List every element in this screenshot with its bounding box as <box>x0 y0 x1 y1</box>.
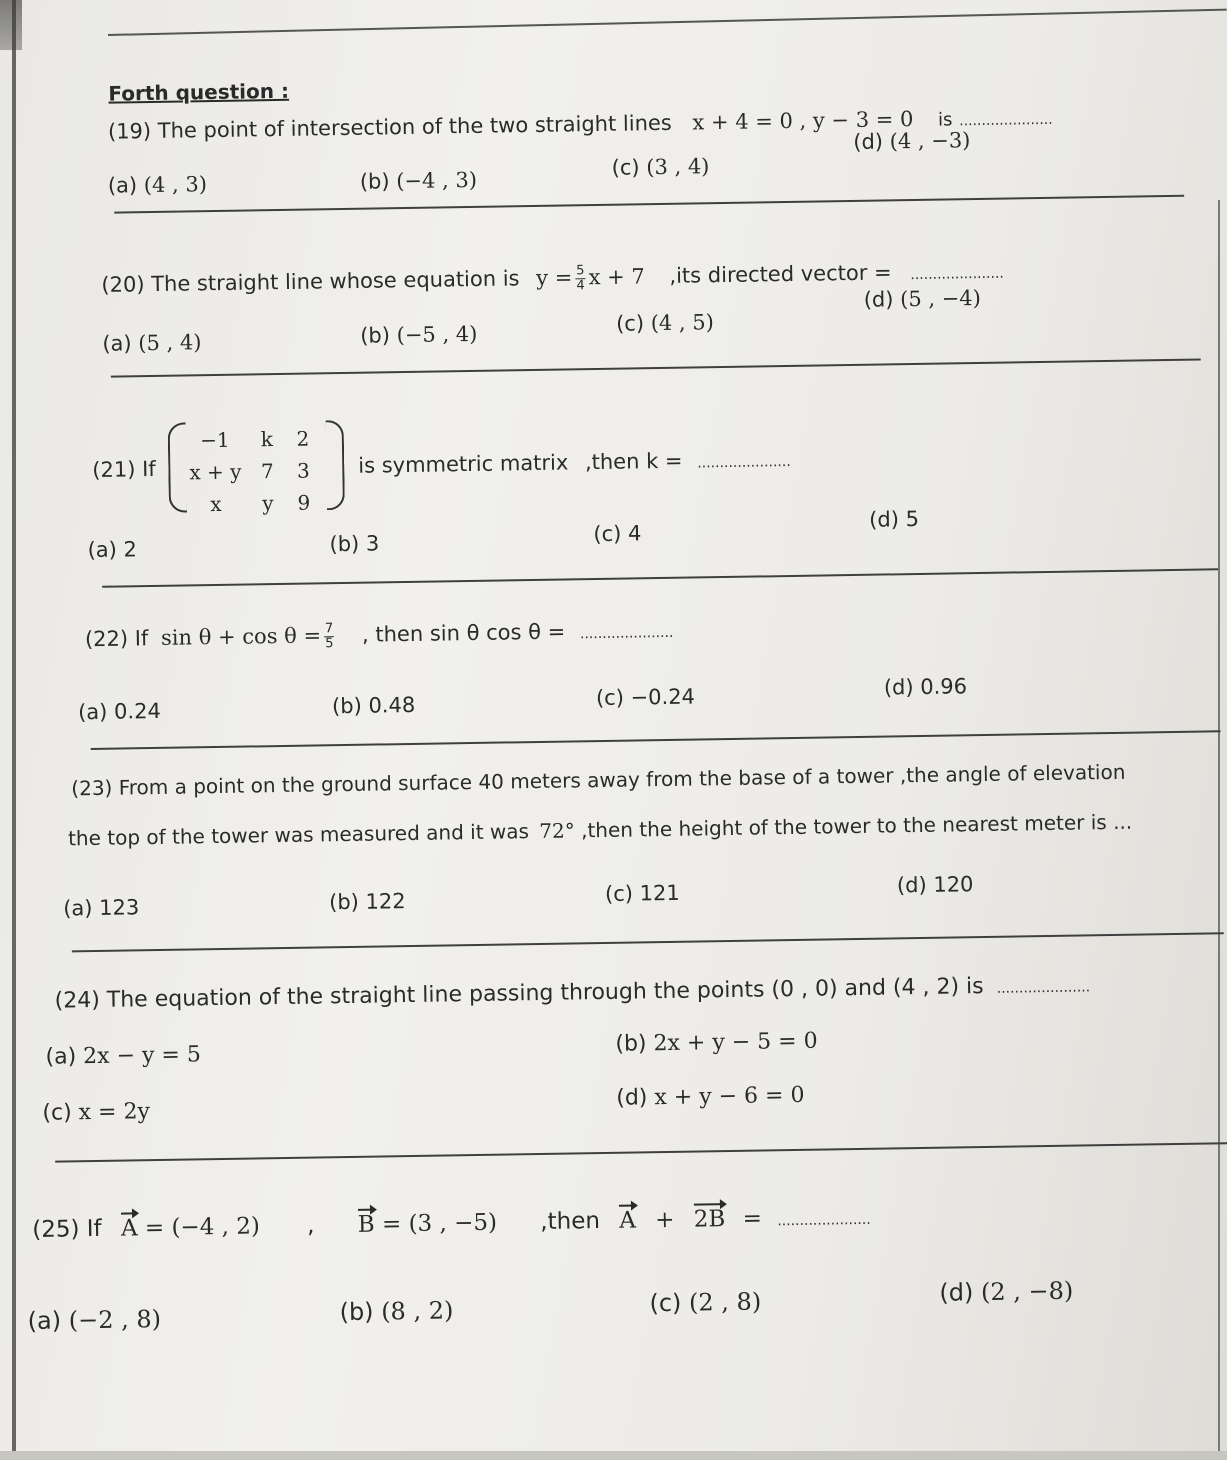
q20-option-c[interactable] <box>616 310 714 337</box>
option-value: (−4 , 3) <box>396 167 478 194</box>
option-label: (d) <box>896 872 927 898</box>
q24-option-d[interactable] <box>616 1083 805 1112</box>
q21-matrix <box>172 420 332 522</box>
q25-option-a[interactable] <box>27 1305 161 1336</box>
q20-fraction <box>575 264 586 292</box>
option-label: (d) <box>616 1085 648 1111</box>
option-value: 5 <box>905 506 920 532</box>
option-value: (−5 , 4) <box>396 321 478 348</box>
option-value: 0.48 <box>368 692 416 718</box>
option-label: (d) <box>883 675 914 700</box>
option-value: x = 2y <box>78 1099 151 1126</box>
vector-b: B <box>357 1211 375 1238</box>
option-label: (b) <box>339 1297 374 1327</box>
plus-sign: + <box>654 1206 675 1234</box>
q23-option-d[interactable] <box>897 872 974 898</box>
option-label: (c) <box>604 881 634 906</box>
option-label: (c) <box>593 521 622 547</box>
matrix-cell: x + y <box>189 459 242 485</box>
option-label: (d) <box>939 1278 974 1307</box>
option-label: (b) <box>329 531 360 557</box>
q19-option-a[interactable] <box>108 172 207 199</box>
q19-option-c[interactable] <box>611 154 709 181</box>
q20-option-a[interactable] <box>102 330 201 357</box>
option-label: (a) <box>63 895 93 921</box>
vector-a-value: = (−4 , 2) <box>144 1213 261 1242</box>
option-value: 2x + y − 5 = 0 <box>653 1028 818 1057</box>
option-label: (d) <box>853 129 884 154</box>
q23-text-1: From a point on the ground surface 40 meters away from the base of a tower ,the angle of elevation <box>118 759 1126 800</box>
matrix-right-paren <box>326 420 345 510</box>
q25-option-d[interactable] <box>939 1277 1073 1308</box>
q21-text: is symmetric matrix <box>358 450 569 478</box>
option-value: (4 , 5) <box>650 310 715 336</box>
matrix-cell: k <box>260 427 274 452</box>
q20-eq-right: x + 7 <box>588 264 645 290</box>
q24-text: The equation of the straight line passing through the points (0 , 0) and (4 , 2) is <box>106 974 984 1013</box>
q22-tail: , then sin θ cos θ = <box>361 619 566 647</box>
q22-eq-left: sin θ + cos θ = <box>160 623 322 651</box>
q25-stem <box>32 1204 871 1245</box>
q20-text: The straight line whose equation is <box>151 266 520 297</box>
q21-option-a[interactable] <box>87 537 137 563</box>
q20-tail: ,its directed vector = <box>669 260 892 288</box>
q22-option-d[interactable] <box>884 674 968 700</box>
sum-vector-a: A <box>619 1207 637 1234</box>
q22-option-c[interactable] <box>596 685 695 712</box>
q21-blank: ..................... <box>697 453 791 472</box>
option-label: (b) <box>360 323 391 348</box>
option-label: (a) <box>45 1044 77 1070</box>
separator-line <box>72 932 1224 952</box>
q24-stem <box>54 972 1090 1015</box>
matrix-cell: 3 <box>296 458 310 483</box>
q19-tail: is <box>937 109 953 131</box>
option-label: (a) <box>27 1306 62 1336</box>
option-value: 120 <box>933 872 974 897</box>
q23-option-c[interactable] <box>605 881 680 907</box>
q19-option-d[interactable] <box>853 128 971 155</box>
q21-option-c[interactable] <box>593 521 641 547</box>
q20-option-d[interactable] <box>864 286 982 313</box>
option-label: (c) <box>42 1100 72 1126</box>
separator-line <box>91 730 1221 750</box>
q20-number: (20) <box>101 272 145 297</box>
fraction-numerator: 5 <box>576 263 585 279</box>
q23-option-a[interactable] <box>63 895 139 921</box>
option-value: (5 , 4) <box>138 330 202 356</box>
q24-number: (24) <box>54 987 101 1014</box>
q19-text: The point of intersection of the two straight lines <box>157 110 672 143</box>
option-label: (a) <box>87 537 118 563</box>
q25-number: (25) If <box>32 1215 102 1243</box>
q24-blank: ..................... <box>996 979 1091 997</box>
option-label: (d) <box>863 287 894 312</box>
option-label: (c) <box>615 311 645 336</box>
q23-number: (23) <box>71 775 113 801</box>
option-label: (b) <box>328 889 360 915</box>
matrix-cell: y <box>262 491 274 516</box>
separator-line <box>111 359 1201 378</box>
q22-option-b[interactable] <box>332 693 416 719</box>
vector-a: A <box>120 1215 138 1242</box>
section-header: Forth question : <box>108 78 290 106</box>
option-value: 0.24 <box>113 698 162 724</box>
option-value: 0.96 <box>920 674 968 699</box>
option-value: (2 , −8) <box>980 1276 1074 1307</box>
q24-option-c[interactable] <box>42 1099 150 1127</box>
option-value: 3 <box>365 531 380 556</box>
q22-number: (22) If <box>84 626 149 652</box>
matrix-cell: 7 <box>260 459 274 484</box>
q25-option-b[interactable] <box>339 1296 453 1327</box>
q23-text-2a: the top of the tower was measured and it was <box>67 819 530 851</box>
matrix-cell: −1 <box>199 427 230 453</box>
q22-option-a[interactable] <box>78 699 161 725</box>
option-label: (a) <box>77 699 108 725</box>
separator-line <box>55 1142 1227 1162</box>
q25-comma: , <box>306 1212 315 1239</box>
vector-b-value: = (3 , −5) <box>381 1209 498 1238</box>
option-value: 2 <box>123 537 138 562</box>
q19-number: (19) <box>107 118 152 144</box>
fraction-denominator: 5 <box>325 635 334 651</box>
q21-tail: ,then k = <box>584 448 683 475</box>
option-label: (c) <box>649 1288 682 1318</box>
equals-sign: = <box>742 1205 763 1232</box>
q21-stem <box>358 447 791 479</box>
q25-option-c[interactable] <box>649 1288 761 1319</box>
q23-line1 <box>71 760 1125 801</box>
fraction-denominator: 4 <box>576 277 585 293</box>
separator-line <box>114 195 1184 214</box>
option-label: (c) <box>611 155 640 180</box>
q21-number: (21) If <box>92 456 156 482</box>
q25-then: ,then <box>540 1208 601 1236</box>
q20-blank: ..................... <box>910 265 1004 284</box>
fraction-numerator: 7 <box>324 621 334 637</box>
q24-option-b[interactable] <box>615 1029 818 1059</box>
q25-blank: ..................... <box>777 1211 871 1230</box>
option-label: (d) <box>869 507 900 532</box>
option-label: (b) <box>331 693 362 719</box>
option-label: (a) <box>102 331 132 356</box>
q24-option-a[interactable] <box>45 1042 201 1071</box>
option-label: (c) <box>595 685 625 711</box>
option-value: 4 <box>627 521 642 546</box>
option-value: x + y − 6 = 0 <box>654 1082 805 1111</box>
option-label: (b) <box>615 1031 647 1057</box>
q22-fraction <box>324 622 335 650</box>
option-value: (8 , 2) <box>380 1296 454 1326</box>
separator-line <box>102 568 1218 588</box>
option-value: 122 <box>365 889 406 914</box>
option-value: 2x − y = 5 <box>82 1042 202 1070</box>
q23-angle: 72° <box>539 818 575 843</box>
q23-text-2b: ,then the height of the tower to the nearest meter is ... <box>580 809 1133 843</box>
q19-equation: x + 4 = 0 , y − 3 = 0 <box>692 107 914 135</box>
q23-option-b[interactable] <box>329 889 406 915</box>
option-value: 123 <box>98 895 140 920</box>
option-value: −0.24 <box>630 684 696 710</box>
q21-option-d[interactable] <box>869 507 919 533</box>
q21-option-b[interactable] <box>329 531 379 557</box>
q23-line2 <box>68 810 1132 851</box>
option-label: (b) <box>359 169 390 194</box>
matrix-cell: x <box>210 491 222 517</box>
option-value: (3 , 4) <box>646 154 710 180</box>
q20-option-b[interactable] <box>360 322 478 349</box>
q22-blank: ..................... <box>579 624 674 643</box>
option-value: (5 , −4) <box>899 285 982 312</box>
q19-blank: ..................... <box>959 111 1053 130</box>
option-value: (4 , −3) <box>889 128 971 154</box>
q19-option-b[interactable] <box>360 168 478 195</box>
option-value: (4 , 3) <box>143 172 208 198</box>
option-value: (2 , 8) <box>688 1287 762 1317</box>
option-value: 121 <box>639 880 680 906</box>
sum-vector-2b: 2B <box>693 1206 726 1233</box>
q20-eq-left: y = <box>536 265 573 291</box>
q22-stem <box>85 617 674 655</box>
option-value: (−2 , 8) <box>68 1304 162 1335</box>
matrix-cell: 9 <box>297 490 311 515</box>
option-label: (a) <box>107 173 138 198</box>
matrix-cell: 2 <box>296 426 310 451</box>
